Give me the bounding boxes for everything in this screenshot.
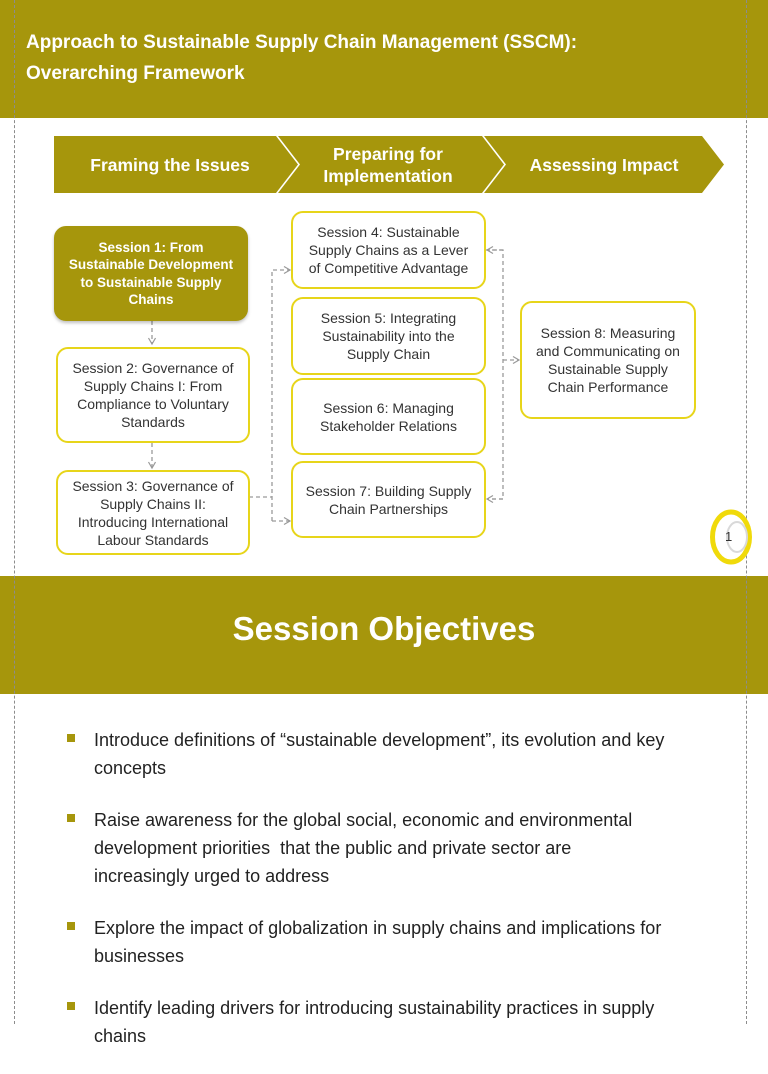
session-text-line: Supply Chain (346, 346, 431, 362)
session-text-line: Chain Performance (547, 379, 669, 395)
session-text-line: Session 3: Governance of (72, 477, 234, 494)
session-text-line: and Communicating on (536, 343, 680, 359)
session-4-box (291, 211, 486, 289)
objective-text-line: concepts (94, 758, 167, 778)
session-text-line: to Sustainable Supply (80, 274, 222, 290)
session-text-line: Standards (121, 414, 185, 430)
slide-title-line: Overarching Framework (26, 63, 245, 84)
bullet-square-icon (67, 922, 75, 930)
session-text-line: Supply Chains as a Lever (308, 242, 469, 258)
session-text-line: Chains (128, 292, 174, 307)
objective-item (66, 726, 716, 782)
session-text-line: Session 7: Building Supply (305, 482, 472, 499)
session-2-box (56, 347, 250, 443)
session-text-line: Compliance to Voluntary (77, 396, 229, 412)
objective-item (66, 806, 716, 890)
phase-label-line: Assessing Impact (529, 154, 679, 175)
objective-text-line: chains (94, 1026, 147, 1046)
session-text-line: Chain Partnerships (328, 500, 449, 517)
objectives-title: Session Objectives (232, 610, 536, 647)
session-text-line: Introducing International (77, 513, 229, 530)
session-text-line: Supply Chains I: From (83, 378, 223, 394)
objective-text-line: development priorities that the public and private sector are (94, 838, 572, 858)
session-text-line: Sustainable Development (68, 257, 234, 272)
session-text-line: of Competitive Advantage (308, 260, 469, 276)
session-5-box (291, 297, 486, 375)
page-number: 1 (725, 529, 733, 544)
objective-text-line: increasingly urged to address (94, 866, 330, 886)
bullet-square-icon (67, 734, 75, 742)
session-text-line: Session 4: Sustainable (317, 224, 460, 240)
session-text-line: Supply Chains II: (100, 495, 206, 512)
session-3-box (56, 470, 250, 555)
objective-text-line: Raise awareness for the global social, economic and environmental (94, 810, 633, 830)
bullet-square-icon (67, 1002, 75, 1010)
session-8-box (520, 301, 696, 419)
session-text-line: Labour Standards (97, 531, 209, 548)
session-7-box (291, 461, 486, 538)
session-text-line: Stakeholder Relations (320, 417, 457, 434)
objective-text-line: Identify leading drivers for introducing sustainability practices in supply (94, 998, 655, 1018)
session-text-line: Sustainable Supply (548, 361, 668, 377)
objective-text-line: businesses (94, 946, 185, 966)
session-text-line: Session 6: Managing (323, 399, 454, 416)
objective-text-line: Explore the impact of globalization in supply chains and implications for (94, 918, 662, 938)
objective-item (66, 914, 716, 970)
session-1-box (54, 226, 248, 321)
objectives-list (66, 726, 716, 1074)
session-text-line: Session 8: Measuring (540, 325, 676, 341)
objective-item (66, 994, 716, 1050)
objective-text-line: Introduce definitions of “sustainable development”, its evolution and key (94, 730, 665, 750)
session-6-box (291, 378, 486, 455)
session-text-line: Session 2: Governance of (72, 360, 234, 376)
phase-label-line: Framing the Issues (90, 154, 250, 175)
slide-title-line: Approach to Sustainable Supply Chain Management (SSCM): (26, 32, 578, 53)
phase-label-line: Preparing for (333, 143, 443, 164)
session-text-line: Sustainability into the (322, 328, 455, 344)
bullet-square-icon (67, 814, 75, 822)
session-text-line: Session 1: From (98, 239, 204, 255)
phase-label-line: Implementation (323, 165, 453, 186)
session-text-line: Session 5: Integrating (320, 310, 457, 326)
